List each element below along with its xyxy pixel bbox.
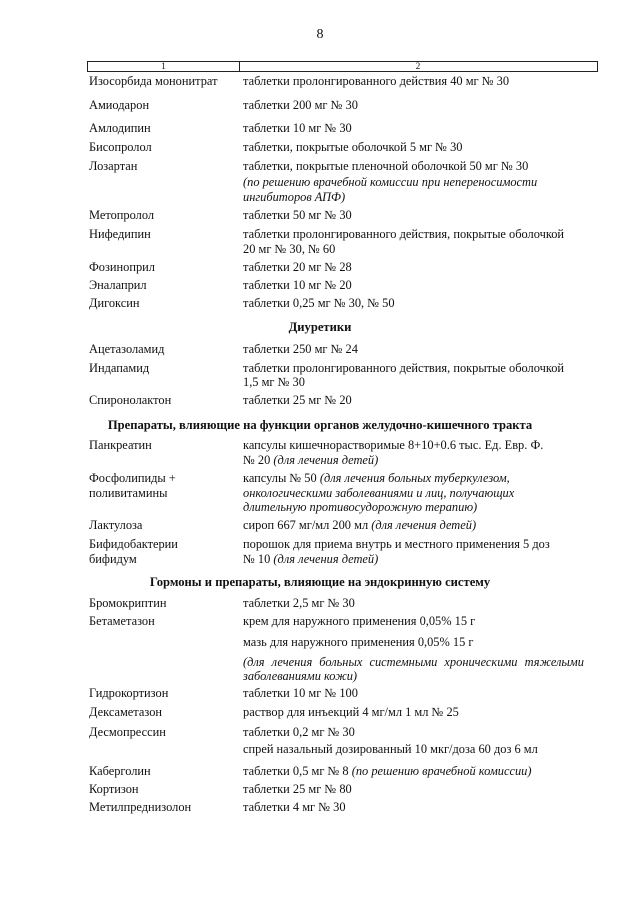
section-heading: Гормоны и препараты, влияющие на эндокринную систему	[149, 575, 491, 589]
drug-name: Фозиноприл	[89, 260, 155, 274]
drug-form: таблетки, покрытые оболочкой 5 мг № 30	[243, 140, 463, 154]
drug-form: № 10 (для лечения детей)	[243, 552, 379, 566]
page-number: 8	[316, 27, 324, 42]
drug-form: 1,5 мг № 30	[243, 375, 305, 389]
drug-form: капсулы № 50 (для лечения больных туберкулезом,	[243, 471, 510, 485]
drug-name: Бифидобактерии	[89, 537, 178, 551]
drug-name: Метопролол	[89, 208, 155, 222]
drug-name: Бромокриптин	[89, 596, 167, 610]
drug-form: таблетки 25 мг № 20	[243, 393, 352, 407]
drug-name: Дигоксин	[89, 296, 140, 310]
drug-name: Кортизон	[89, 782, 139, 796]
drug-name: поливитамины	[89, 486, 168, 500]
drug-name: Дексаметазон	[89, 705, 163, 719]
drug-form: таблетки 25 мг № 80	[243, 782, 352, 796]
drug-name: Метилпреднизолон	[89, 800, 192, 814]
drug-form: таблетки, покрытые пленочной оболочкой 50 мг № 30	[243, 159, 529, 173]
drug-form: порошок для приема внутрь и местного применения 5 доз	[243, 537, 550, 551]
drug-form: таблетки 200 мг № 30	[243, 98, 358, 112]
drug-name: Амиодарон	[89, 98, 150, 112]
drug-note: онкологическими заболеваниями и лиц, получающих	[243, 486, 515, 500]
drug-name: Эналаприл	[89, 278, 147, 292]
drug-form: таблетки 0,5 мг № 8 (по решению врачебной комиссии)	[243, 764, 532, 778]
drug-name: Гидрокортизон	[89, 686, 169, 700]
drug-form: таблетки 10 мг № 100	[243, 686, 358, 700]
drug-name: Бисопролол	[89, 140, 152, 154]
drug-name: Фосфолипиды +	[89, 471, 176, 485]
table-header	[87, 61, 598, 72]
drug-name: Бетаметазон	[89, 614, 155, 628]
drug-name: Ацетазоламид	[89, 342, 165, 356]
drug-form: таблетки 250 мг № 24	[243, 342, 358, 356]
section-heading: Препараты, влияющие на функции органов желудочно-кишечного тракта	[107, 418, 533, 432]
drug-note: ингибиторов АПФ)	[243, 190, 346, 204]
header-col-2: 2	[415, 61, 421, 71]
drug-form: таблетки 0,25 мг № 30, № 50	[243, 296, 395, 310]
drug-form: таблетки 2,5 мг № 30	[243, 596, 355, 610]
drug-form: раствор для инъекций 4 мг/мл 1 мл № 25	[243, 705, 459, 719]
drug-name: Панкреатин	[89, 438, 152, 452]
drug-form: капсулы кишечнорастворимые 8+10+0.6 тыс. Ед. Евр. Ф.	[243, 438, 544, 452]
drug-form: крем для наружного применения 0,05% 15 г	[243, 614, 476, 628]
drug-note: (для лечения больных системными хроническими тяжелыми	[243, 655, 584, 669]
drug-form: № 20 (для лечения детей)	[243, 453, 379, 467]
drug-form: сироп 667 мг/мл 200 мл (для лечения детей)	[243, 518, 477, 532]
drug-form: спрей назальный дозированный 10 мкг/доза 60 доз 6 мл	[243, 742, 538, 756]
drug-form: таблетки пролонгированного действия, покрытые оболочкой	[243, 361, 565, 375]
drug-form: мазь для наружного применения 0,05% 15 г	[243, 635, 474, 649]
drug-form: 20 мг № 30, № 60	[243, 242, 336, 256]
drug-name: бифидум	[89, 552, 137, 566]
drug-name: Изосорбида мононитрат	[89, 74, 218, 88]
drug-name: Лозартан	[89, 159, 138, 173]
drug-form: таблетки пролонгированного действия, покрытые оболочкой	[243, 227, 565, 241]
drug-name: Каберголин	[89, 764, 151, 778]
drug-name: Индапамид	[89, 361, 150, 375]
drug-form: таблетки 4 мг № 30	[243, 800, 346, 814]
drug-form: таблетки 0,2 мг № 30	[243, 725, 355, 739]
drug-note: длительную противосудорожную терапию)	[243, 500, 478, 514]
drug-form: таблетки пролонгированного действия 40 мг № 30	[243, 74, 510, 88]
drug-name: Десмопрессин	[89, 725, 166, 739]
drug-form: таблетки 50 мг № 30	[243, 208, 352, 222]
drug-name: Лактулоза	[89, 518, 143, 532]
drug-form: таблетки 10 мг № 20	[243, 278, 352, 292]
drug-name: Спиронолактон	[89, 393, 172, 407]
drug-form: таблетки 10 мг № 30	[243, 121, 352, 135]
section-heading: Диуретики	[288, 320, 352, 334]
drug-note: (по решению врачебной комиссии при непереносимости	[243, 175, 538, 189]
header-col-1: 1	[88, 62, 240, 71]
drug-name: Нифедипин	[89, 227, 151, 241]
drug-name: Амлодипин	[89, 121, 151, 135]
drug-form: таблетки 20 мг № 28	[243, 260, 352, 274]
drug-note: заболеваниями кожи)	[243, 669, 358, 683]
